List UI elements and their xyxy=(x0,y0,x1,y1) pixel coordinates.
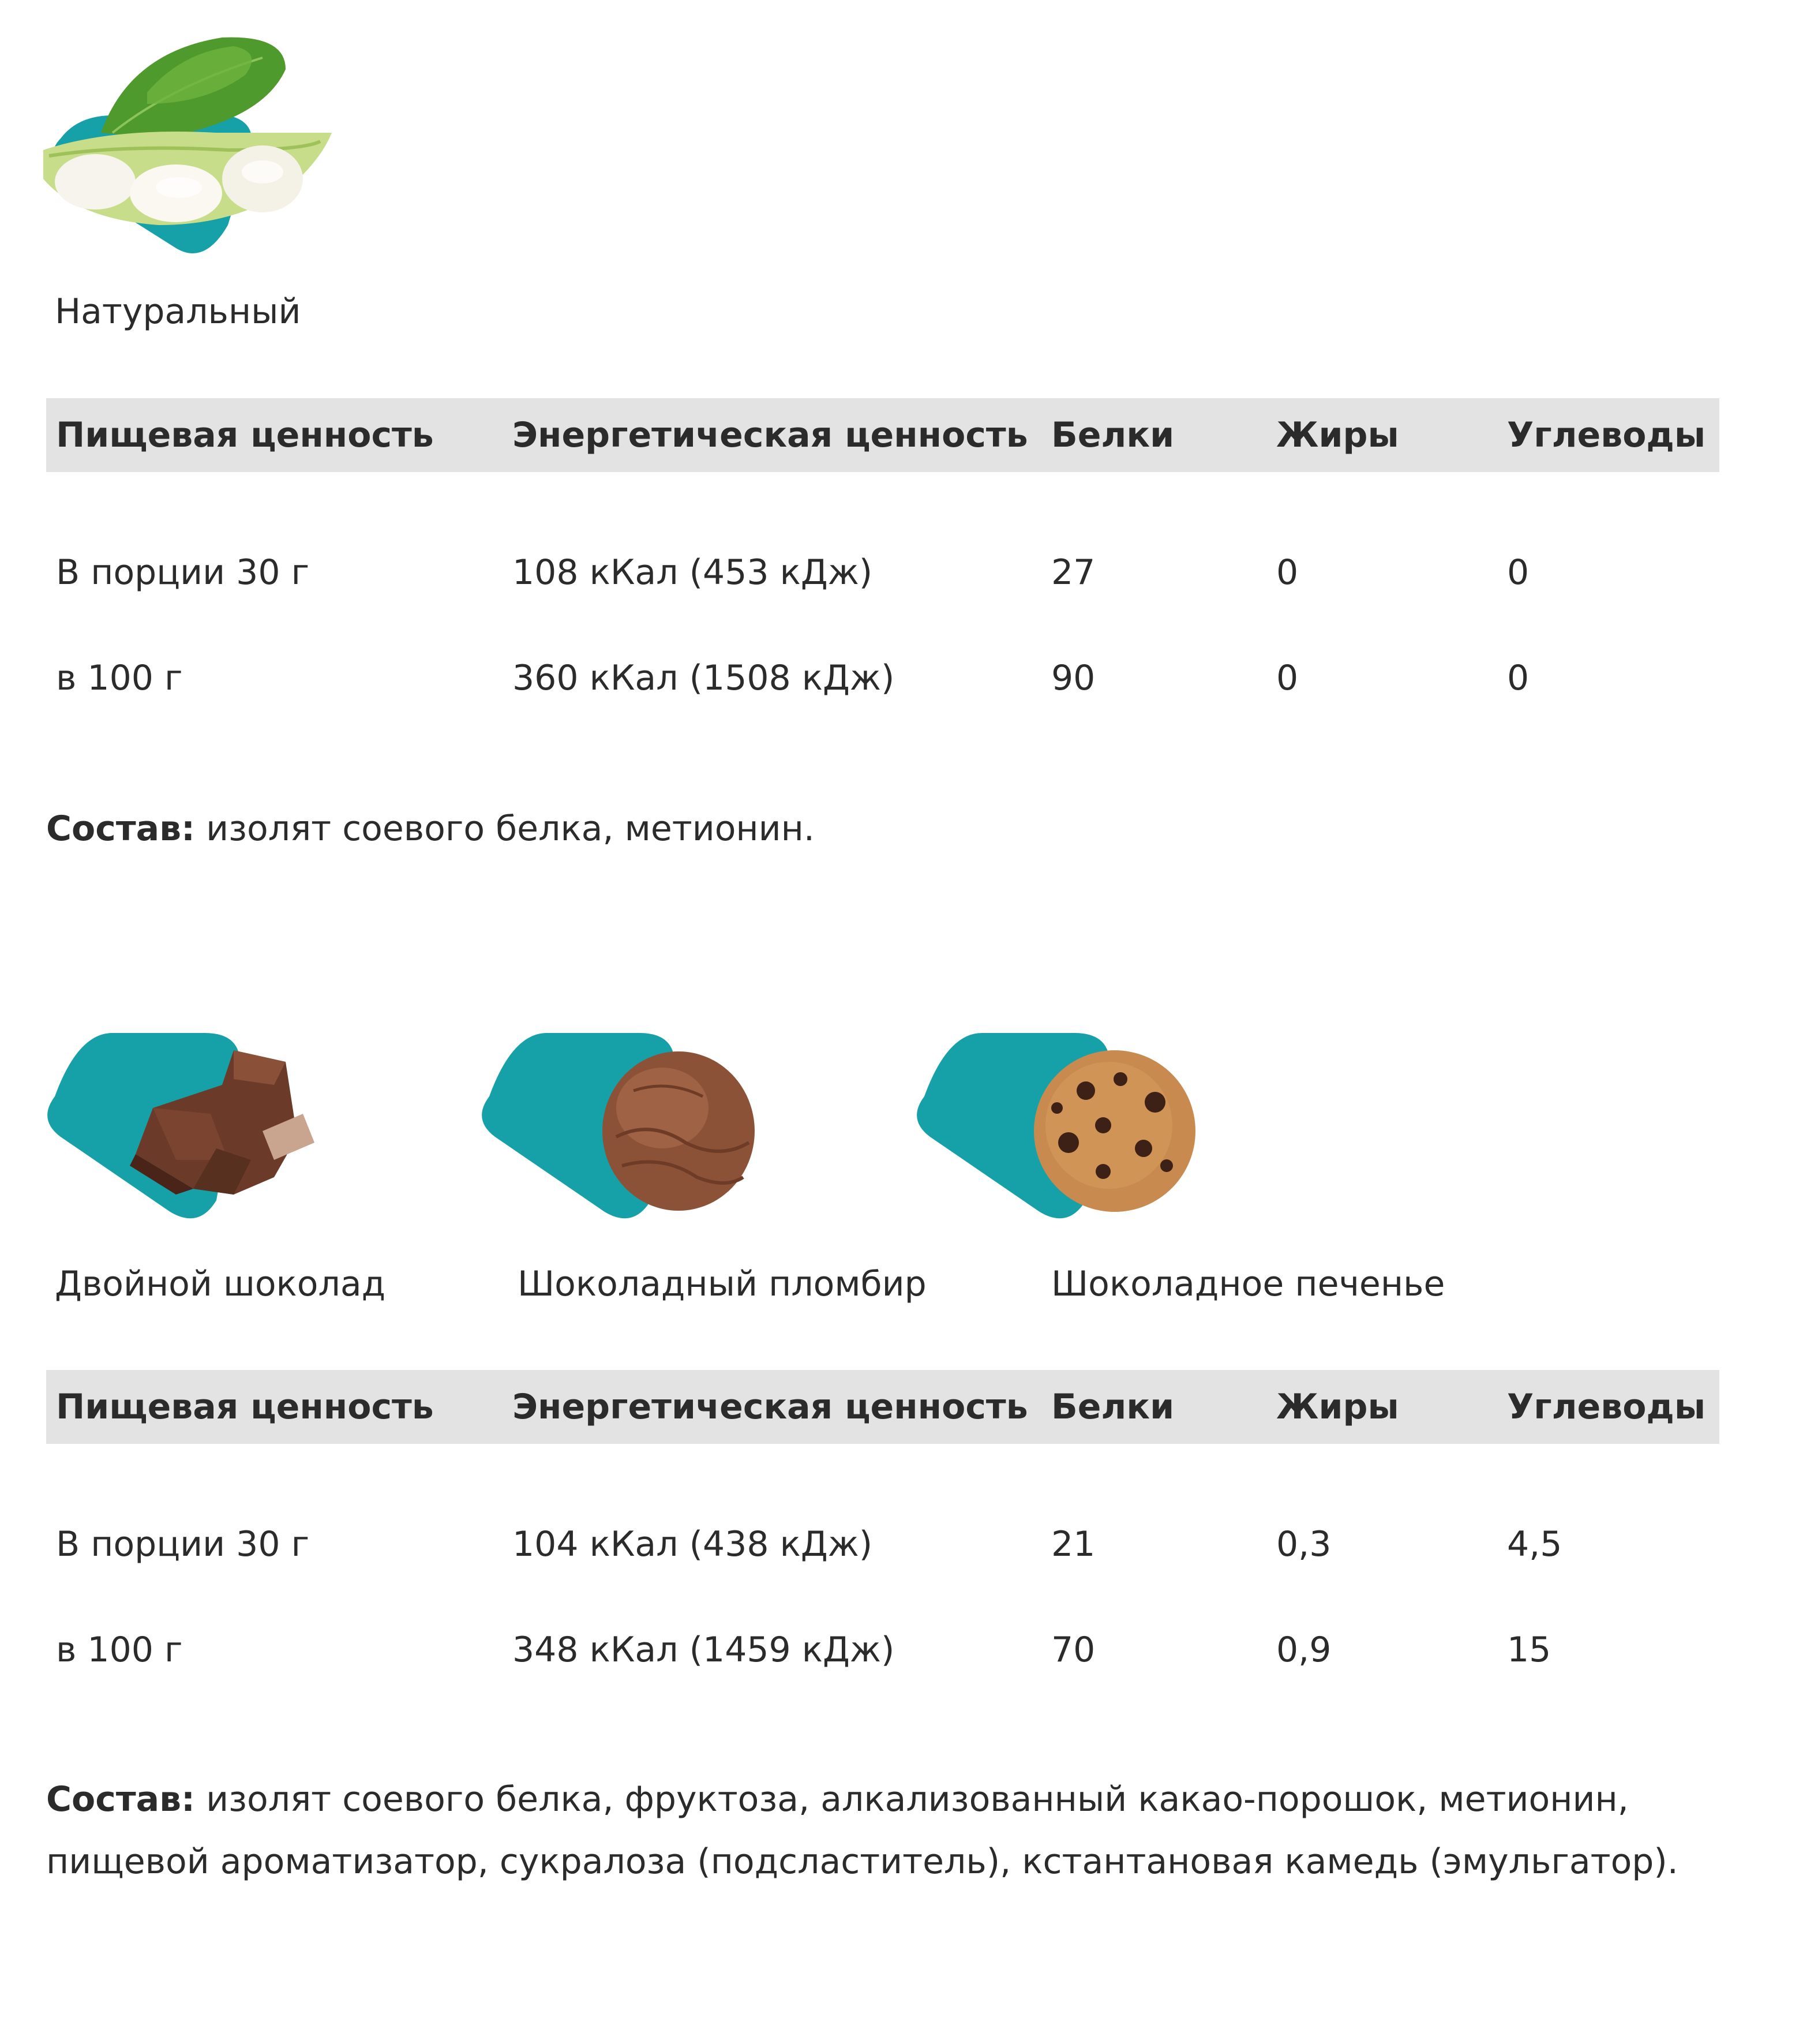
header-nutrition-value: Пищевая ценность xyxy=(56,1387,434,1427)
fat-cell: 0 xyxy=(1276,552,1299,593)
composition-natural xyxy=(46,798,1708,860)
composition-chocolate xyxy=(46,1768,1708,1893)
energy-cell: 108 кКал (453 кДж) xyxy=(512,552,873,593)
header-protein: Белки xyxy=(1051,1387,1175,1427)
chocolate-chip-cookie-icon xyxy=(913,1027,1213,1246)
header-carbs: Углеводы xyxy=(1507,1387,1706,1427)
composition-text: изолят соевого белка, фруктоза, алкализованный какао-порошок, метионин, пищевой ароматизатор, сукралоза (подсластитель), кстантановая камедь (эмульгатор). xyxy=(46,1779,1678,1882)
carbs-cell: 0 xyxy=(1507,658,1530,698)
table-row xyxy=(46,1627,1719,1673)
row-label: В порции 30 г xyxy=(56,552,310,593)
carbs-cell: 4,5 xyxy=(1507,1524,1562,1564)
header-energy-value: Энергетическая ценность xyxy=(512,415,1028,455)
nutrition-table-natural xyxy=(46,398,1719,716)
row-label: в 100 г xyxy=(56,1630,183,1670)
carbs-cell: 0 xyxy=(1507,552,1530,593)
protein-cell: 27 xyxy=(1051,552,1096,593)
header-fat: Жиры xyxy=(1276,1387,1399,1427)
fat-cell: 0,9 xyxy=(1276,1630,1332,1670)
energy-cell: 360 кКал (1508 кДж) xyxy=(512,658,895,698)
header-fat: Жиры xyxy=(1276,415,1399,455)
header-energy-value: Энергетическая ценность xyxy=(512,1387,1028,1427)
fat-cell: 0,3 xyxy=(1276,1524,1332,1564)
row-label: В порции 30 г xyxy=(56,1524,310,1564)
fat-cell: 0 xyxy=(1276,658,1299,698)
flavor-label-natural: Натуральный xyxy=(55,291,301,332)
protein-cell: 90 xyxy=(1051,658,1096,698)
header-carbs: Углеводы xyxy=(1507,415,1706,455)
row-label: в 100 г xyxy=(56,658,183,698)
energy-cell: 348 кКал (1459 кДж) xyxy=(512,1630,895,1670)
table-header xyxy=(46,398,1719,472)
chocolate-ice-cream-scoop-icon xyxy=(478,1027,778,1246)
carbs-cell: 15 xyxy=(1507,1630,1551,1670)
composition-label: Состав: xyxy=(46,808,196,849)
chocolate-pieces-icon xyxy=(43,1027,343,1246)
table-row xyxy=(46,549,1719,596)
protein-cell: 21 xyxy=(1051,1524,1096,1564)
nutrition-table-chocolate xyxy=(46,1370,1719,1687)
flavor-label-chocolate-cookie: Шоколадное печенье xyxy=(1051,1264,1445,1304)
table-header xyxy=(46,1370,1719,1444)
protein-cell: 70 xyxy=(1051,1630,1096,1670)
flavor-label-double-chocolate: Двойной шоколад xyxy=(55,1264,386,1304)
header-nutrition-value: Пищевая ценность xyxy=(56,415,434,455)
header-protein: Белки xyxy=(1051,415,1175,455)
energy-cell: 104 кКал (438 кДж) xyxy=(512,1524,873,1564)
flavor-label-chocolate-ice-cream: Шоколадный пломбир xyxy=(518,1264,927,1304)
composition-text: изолят соевого белка, метионин. xyxy=(195,808,815,849)
table-row xyxy=(46,1521,1719,1567)
composition-label: Состав: xyxy=(46,1779,196,1820)
white-bean-pod-icon xyxy=(43,35,343,254)
table-row xyxy=(46,655,1719,701)
